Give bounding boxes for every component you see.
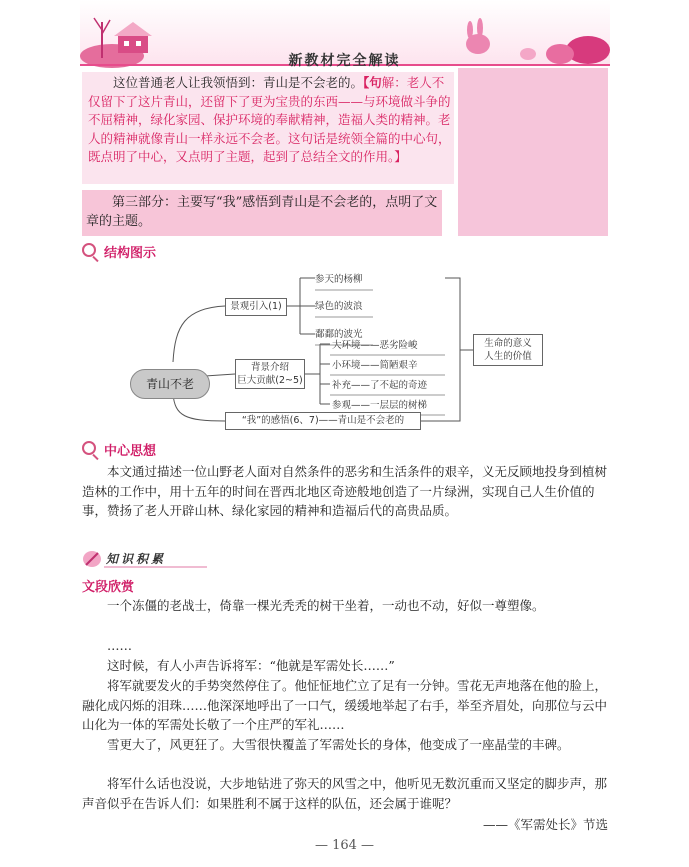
structure-diagram — [125, 266, 565, 441]
scenery-item: 鄱鄱的波光 — [315, 329, 363, 340]
magnifier-icon — [82, 441, 96, 455]
appreciation-subheading: 文段欣赏 — [82, 580, 135, 595]
magnifier-handle — [92, 256, 98, 262]
scenery-item: 参天的杨柳 — [315, 274, 363, 285]
contribution-item: 参观——一层层的树梯 — [332, 400, 428, 411]
annotation-text — [88, 74, 452, 167]
conclusion-node — [473, 334, 543, 366]
contribution-item: 补充——了不起的奇迹 — [332, 380, 428, 391]
contribution-item: 小环境——简陋艰辛 — [332, 360, 418, 371]
summary-text — [86, 193, 442, 231]
note-open: 【句 — [363, 75, 382, 90]
contribution-item: 大环境——恶劣险峻 — [332, 340, 418, 351]
center-label: 青山不老 — [145, 377, 194, 391]
excerpt-paragraph: 将军什么话也没说，大步地钻进了弥天的风雪之中，他听见无数沉重而又坚定的脚步声，那声音似乎在告诉人们：如果胜利不属于这样的队伍，还会属于谁呢？ — [82, 776, 608, 811]
summary-sentence: 第三部分：主要写“我”感悟到青山是不会老的，点明了文章的主题。 — [86, 195, 438, 229]
page-number: — 164 — — [314, 838, 375, 853]
passage-intro: 这位普通老人让我领悟到：青山是不会老的。 — [113, 75, 364, 90]
branch-insight — [225, 412, 421, 430]
central-idea-text: 本文通过描述一位山野老人面对自然条件的恶劣和生活条件的艰辛，义无反顾地投身到植树造林的工作中，用十五年的时间在晋西北地区奇迹般地创造了一片绿洲，实现自己人生价值的事，赞扬了老人开辟山林、绿化家园的精神和造福后代的高贵品质。 — [82, 464, 608, 518]
branch-contribution-line1: 背景介绍 — [250, 362, 289, 373]
conclusion-line2: 人生的价值 — [484, 351, 532, 362]
branch-scenery-label: 景观引入(1) — [230, 301, 282, 312]
page-header — [0, 0, 689, 68]
magnifier-icon — [82, 243, 96, 257]
knowledge-banner-label: 知识积累 — [106, 552, 167, 566]
excerpt-paragraph: 雪更大了，风更狂了。大雪很快覆盖了军需处长的身体，他变成了一座晶莹的丰碑。 — [107, 737, 570, 752]
excerpt-paragraph: 这时候，有人小声告诉将军：“他就是军需处长……” — [107, 658, 395, 673]
structure-heading-label: 结构图示 — [104, 246, 157, 261]
branch-contribution-line2: 巨大贡献(2~5) — [237, 375, 303, 386]
branch-contribution — [235, 359, 305, 389]
excerpt-paragraph: 一个冻僵的老战士，倚靠一棵光秃秃的树干坐着，一动也不动，好似一尊塑像。 — [107, 598, 545, 613]
header-title: 新教材完全解读 — [288, 53, 401, 69]
magnifier-handle — [92, 454, 98, 460]
knowledge-banner — [82, 549, 212, 569]
note-body: 解：老人不仅留下了这片青山，还留下了更为宝贵的东西——与环境做斗争的不屈精神，绿化家园、保护环境的奉献精神，造福人类的精神。老人的精神就像青山一样永远不会老。这句话是统领全篇的中心句，既点明了中心，又点明了主题，起到了总结全文的作用。】 — [88, 75, 451, 165]
margin-note-box — [458, 68, 608, 236]
scenery-item: 绿色的波浪 — [315, 301, 363, 312]
excerpt-source: ——《军需处长》节选 — [482, 817, 608, 832]
excerpt-paragraph: 将军就要发火的手势突然停住了。他怔怔地伫立了足有一分钟。雪花无声地落在他的脸上，融化成闪烁的泪珠……他深深地呼出了一口气，缓缓地举起了右手，举至齐眉处，向那位与云中山化为一体的军需处长敬了一个庄严的军礼…… — [82, 678, 608, 732]
central-idea-heading-label: 中心思想 — [104, 444, 157, 459]
excerpt-paragraph: …… — [107, 638, 132, 653]
branch-insight-label: “我”的感悟(6、7)——青山是不会老的 — [241, 415, 405, 426]
conclusion-line1: 生命的意义 — [484, 338, 532, 349]
